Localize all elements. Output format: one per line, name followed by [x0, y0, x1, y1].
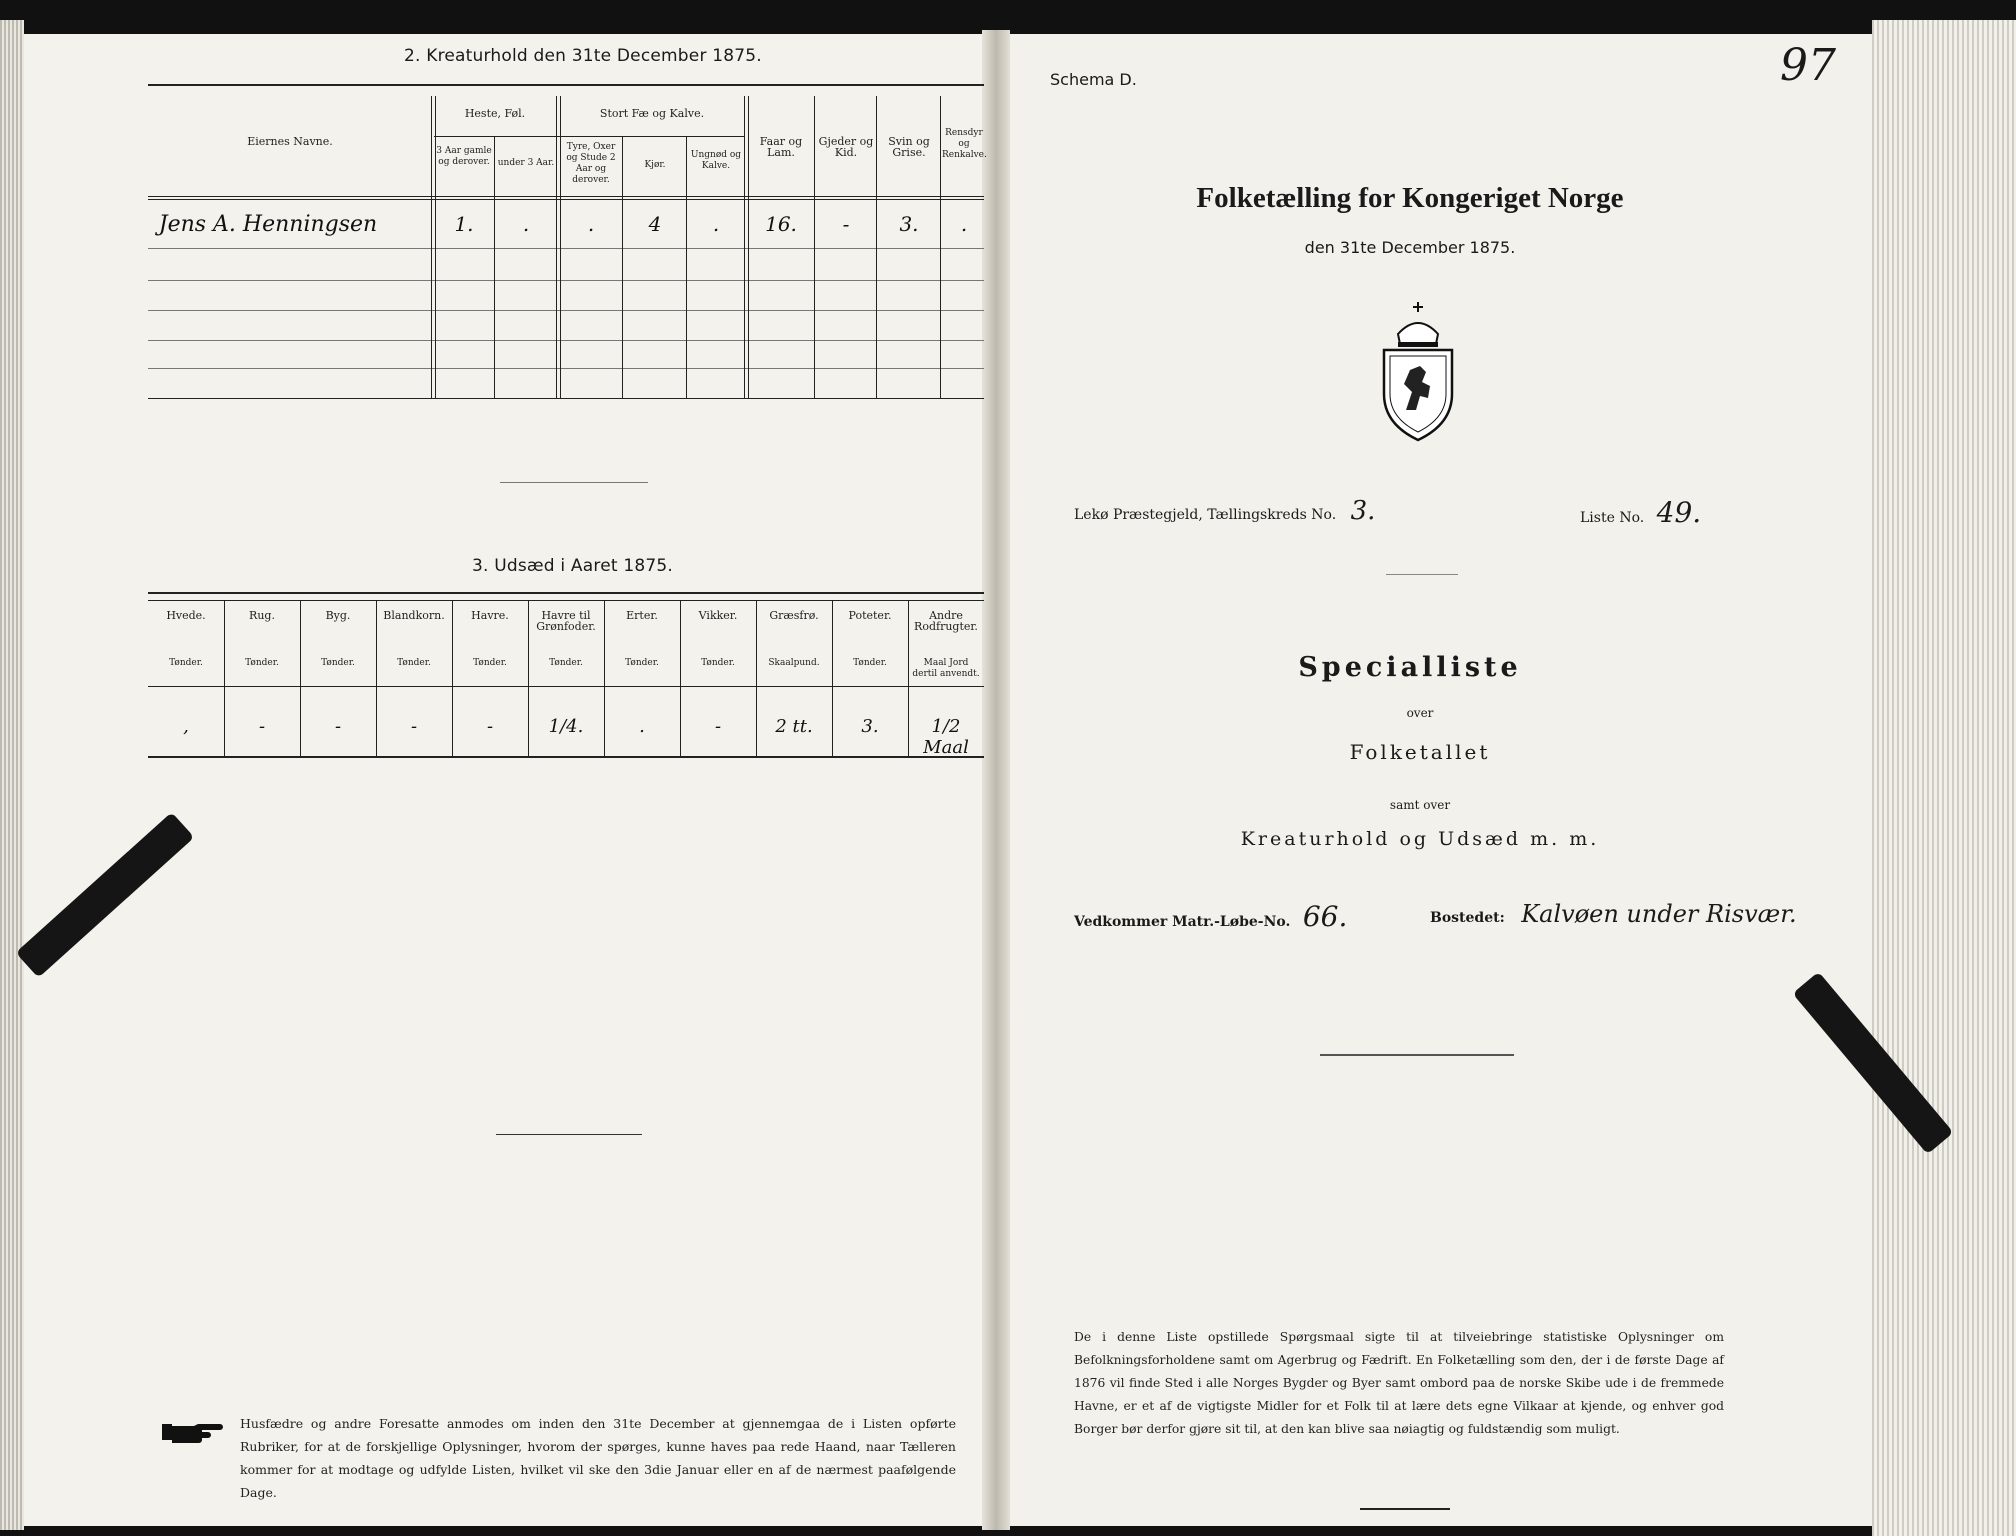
seed-header: Havre til Grønfoder.	[536, 609, 596, 633]
seed-value: -	[410, 716, 418, 737]
seed-unit: Maal Jord dertil anvendt.	[912, 658, 980, 679]
seed-value: 1/4.	[548, 716, 584, 737]
schema-label: Schema D.	[1050, 70, 1137, 89]
seed-header: Rug.	[249, 609, 275, 622]
seed-header: Poteter.	[848, 609, 892, 622]
seed-value: -	[714, 716, 722, 737]
goats-value: -	[842, 212, 850, 236]
samt-over-text: samt over	[1389, 798, 1451, 812]
right-page	[996, 34, 1872, 1526]
table-rule	[148, 248, 984, 249]
livestock-seed-text: Kreaturhold og Udsæd m. m.	[1240, 828, 1600, 850]
matr-number: 66.	[1302, 900, 1348, 933]
seed-value: 2 tt.	[775, 716, 813, 737]
livestock-title: 2. Kreaturhold den 31te December 1875.	[404, 46, 762, 66]
divider	[1360, 1508, 1450, 1510]
table-rule	[148, 600, 984, 601]
table-rule	[148, 199, 984, 200]
info-paragraph: De i denne Liste opstillede Spørgsmaal sigte til at tilveiebringe statistiske Oplysninger om Befolkningsforholdene samt om Agerbrug og Fædrift. En Folketælling som den, der i de første Dage af 1876 vil finde Sted i alle Norges Bygder og Byer samt ombord paa de norske Skibe ude i de fremmede Havne, er et af de vigtigste Midler for et Folk til at lære dets egne Vilkaar at kjende, og enhver god Borger bør derfor gjøre sit til, at den kan blive saa nøiagtig og fuldstændig som muligt.	[1074, 1330, 1724, 1436]
table-rule	[148, 398, 984, 399]
bosted-value: Kalvøen under Risvær.	[1521, 900, 1797, 928]
header-sheep: Faar og Lam.	[759, 135, 803, 159]
header-reindeer: Rensdyr og Renkalve.	[942, 128, 987, 160]
header-horse-young: under 3 Aar.	[497, 158, 555, 168]
seed-value: 3.	[861, 716, 879, 737]
seed-value: 1/2 Maal	[923, 716, 969, 758]
seed-value: ,	[183, 716, 189, 737]
pointing-hand-icon	[160, 1418, 224, 1446]
owner-name: Jens A. Henningsen	[158, 212, 378, 237]
district-number: 3.	[1350, 496, 1376, 526]
seed-header: Blandkorn.	[383, 609, 445, 622]
list-line	[1580, 496, 1701, 529]
table-col-rule	[940, 96, 941, 398]
folketallet-text: Folketallet	[1349, 740, 1491, 764]
header-young-cattle: Ungnød og Kalve.	[690, 150, 742, 171]
seed-header: Havre.	[471, 609, 509, 622]
table-rule	[434, 136, 744, 137]
matr-label: Vedkommer Matr.-Løbe-No.	[1074, 914, 1291, 930]
table-rule	[148, 592, 984, 594]
table-col-rule	[686, 136, 687, 398]
horse-old-value: 1.	[454, 212, 474, 236]
table-col-rule	[622, 136, 623, 398]
divider	[1320, 1054, 1514, 1056]
header-cattle: Stort Fæ og Kalve.	[599, 107, 705, 120]
section-divider	[500, 482, 648, 483]
seed-value: -	[486, 716, 494, 737]
table-rule	[148, 686, 984, 687]
divider	[1386, 574, 1458, 575]
left-page	[24, 34, 1000, 1526]
header-horse-old: 3 Aar gamle og derover.	[436, 146, 492, 167]
seed-unit: Tønder.	[473, 658, 507, 668]
folio-number: 97	[1780, 40, 1836, 91]
parish-line	[1074, 496, 1375, 526]
sheep-value: 16.	[765, 212, 797, 236]
table-rule	[148, 196, 984, 197]
reindeer-value: .	[960, 212, 968, 236]
seed-header: Andre Rodfrugter.	[914, 609, 978, 633]
bottom-divider-left	[496, 1134, 642, 1135]
header-pigs: Svin og Grise.	[888, 135, 930, 159]
seed-unit: Skaalpund.	[768, 658, 820, 668]
seed-title: 3. Udsæd i Aaret 1875.	[472, 556, 673, 576]
book-gutter	[982, 30, 1010, 1530]
special-list-title: Specialliste	[1298, 652, 1522, 683]
young-cattle-value: .	[712, 212, 720, 236]
seed-value: -	[258, 716, 266, 737]
table-col-rule	[431, 96, 436, 398]
seed-unit: Tønder.	[169, 658, 203, 668]
seed-unit: Tønder.	[321, 658, 355, 668]
census-title: Folketælling for Kongeriget Norge	[1196, 182, 1624, 214]
bosted-label: Bostedet:	[1430, 910, 1505, 926]
seed-header: Græsfrø.	[769, 609, 819, 622]
book-edge-left	[0, 20, 24, 1530]
pigs-value: 3.	[899, 212, 919, 236]
over-text: over	[1406, 706, 1434, 720]
seed-header: Byg.	[325, 609, 351, 622]
table-rule	[148, 280, 984, 281]
seed-unit: Tønder.	[701, 658, 735, 668]
matrikkel-line	[1074, 900, 1347, 933]
bosted-line	[1430, 900, 1797, 928]
parish-label: Lekø Præstegjeld, Tællingskreds No.	[1074, 507, 1337, 523]
norway-coat-of-arms-icon	[1376, 300, 1460, 442]
header-owner-names: Eiernes Navne.	[247, 135, 333, 148]
seed-header: Erter.	[626, 609, 658, 622]
list-label: Liste No.	[1580, 510, 1645, 526]
table-rule	[148, 310, 984, 311]
book-edge-right	[1872, 20, 2016, 1536]
seed-value: .	[639, 716, 645, 737]
seed-unit: Tønder.	[397, 658, 431, 668]
census-date: den 31te December 1875.	[1304, 238, 1516, 257]
seed-unit: Tønder.	[625, 658, 659, 668]
seed-header: Hvede.	[166, 609, 206, 622]
table-rule	[148, 340, 984, 341]
table-col-rule	[494, 136, 495, 398]
table-rule	[148, 756, 984, 758]
header-bulls: Tyre, Oxer og Stude 2 Aar og derover.	[566, 142, 616, 185]
horse-young-value: .	[522, 212, 530, 236]
seed-value: -	[334, 716, 342, 737]
seed-unit: Tønder.	[853, 658, 887, 668]
table-col-rule	[814, 96, 815, 398]
seed-header: Vikker.	[698, 609, 738, 622]
list-number: 49.	[1656, 496, 1702, 529]
notice-paragraph: Husfædre og andre Foresatte anmodes om inden den 31te December at gjennemgaa de i Listen opførte Rubriker, for at de forskjellige Oplysninger, hvorom der spørges, kunne haves paa rede Haand, naar Tælleren kommer for at modtage og udfylde Listen, hvilket vil ske den 3die Januar eller en af de nærmest paafølgende Dage.	[240, 1416, 956, 1500]
header-horses: Heste, Føl.	[464, 107, 526, 120]
header-cows: Kjør.	[644, 160, 666, 170]
bulls-value: .	[587, 212, 595, 236]
seed-unit: Tønder.	[549, 658, 583, 668]
header-goats: Gjeder og Kid.	[818, 135, 874, 159]
seed-unit: Tønder.	[245, 658, 279, 668]
cows-value: 4	[648, 212, 662, 236]
table-col-rule	[876, 96, 877, 398]
table-rule	[148, 368, 984, 369]
table-rule	[148, 84, 984, 86]
